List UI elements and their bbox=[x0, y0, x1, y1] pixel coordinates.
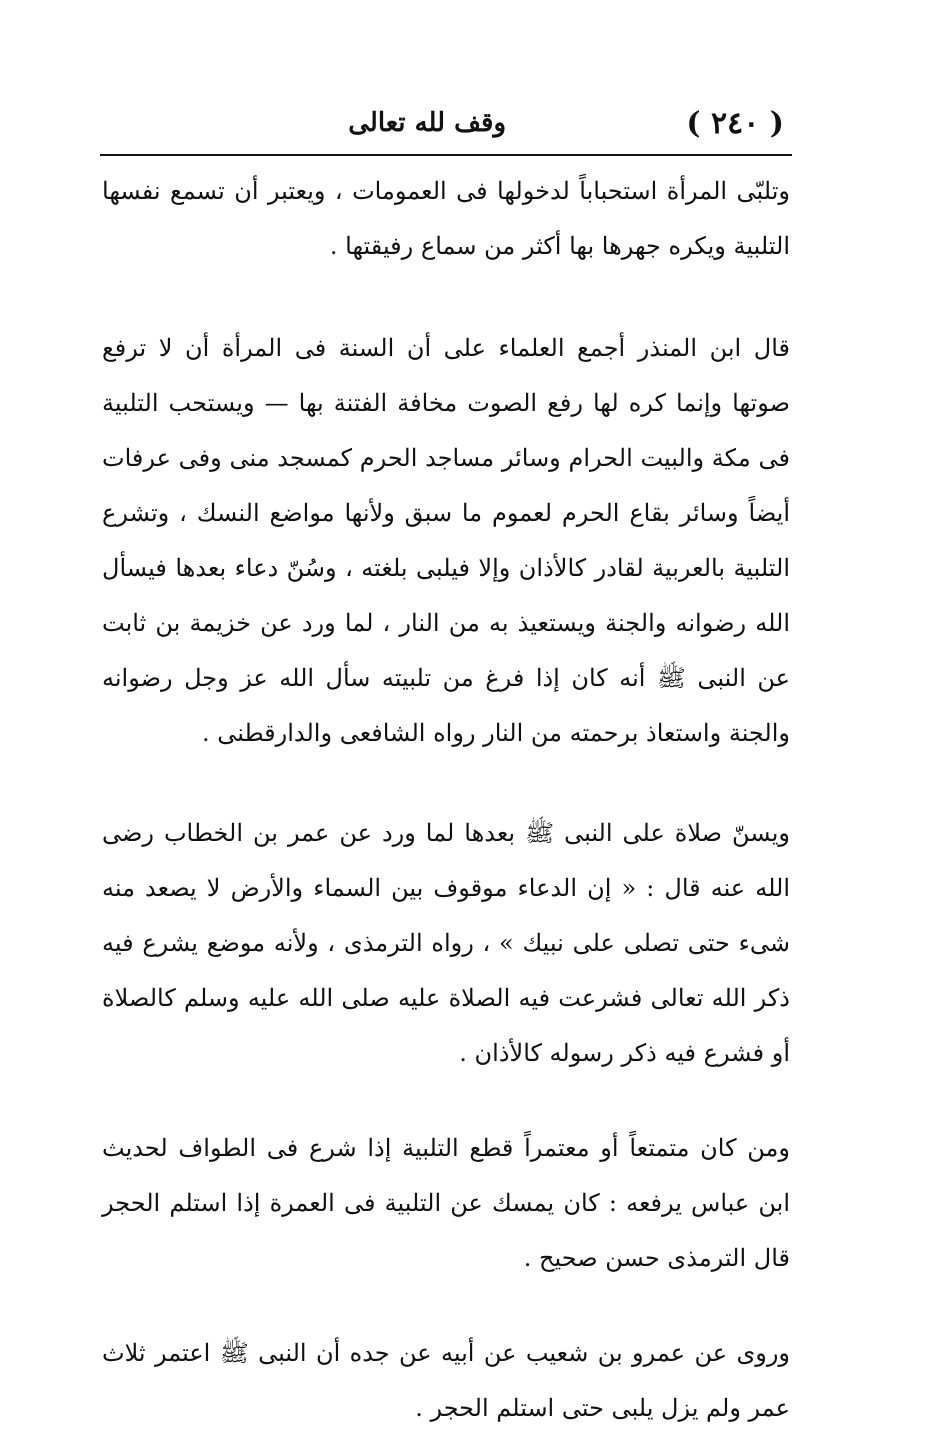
paragraph-5: وروى عن عمرو بن شعيب عن أبيه عن جده أن النبى ﷺ اعتمر ثلاث عمر ولم يزل يلبى حتى استلم الحجر . bbox=[102, 1339, 790, 1422]
paragraph-1: وتلبّى المرأة استحباباً لدخولها فى العمومات ، ويعتبر أن تسمع نفسها التلبية ويكره جهرها بها أكثر من سماع رفيقتها . bbox=[102, 177, 790, 260]
header-rule bbox=[100, 154, 792, 156]
body-text bbox=[102, 160, 790, 1436]
page-header bbox=[100, 98, 792, 154]
running-title: وقف لله تعالى bbox=[348, 108, 506, 138]
paragraph-4: ومن كان متمتعاً أو معتمراً قطع التلبية إذا شرع فى الطواف لحديث ابن عباس يرفعه : كان يمسك عن التلبية فى العمرة إذا استلم الحجر قال الترمذى حسن صحيح . bbox=[102, 1134, 790, 1272]
paragraph-2: قال ابن المنذر أجمع العلماء على أن السنة فى المرأة أن لا ترفع صوتها وإنما كره لها رفع الصوت مخافة الفتنة بها — ويستحب التلبية فى مكة والبيت الحرام وسائر مساجد الحرم كمسجد منى وفى عرفات أيضاً وسائر بقاع الحرم لعموم ما سبق ولأنها مواضع النسك ، وتشرع التلبية بالعربية لقادر كالأذان وإلا فيلبى بلغته ، وسُنّ دعاء بعدها فيسأل الله رضوانه والجنة ويستعيذ به من النار ، لما ورد عن خزيمة بن ثابت عن النبى ﷺ أنه كان إذا فرغ من تلبيته سأل الله عز وجل رضوانه والجنة واستعاذ برحمته من النار رواه الشافعى والدارقطنى . bbox=[102, 334, 790, 747]
page-number: ( ٢٤٠ ) bbox=[686, 106, 784, 141]
paragraph-3: ويسنّ صلاة على النبى ﷺ بعدها لما ورد عن عمر بن الخطاب رضى الله عنه قال : « إن الدعاء موقوف بين السماء والأرض لا يصعد منه شىء حتى تصلى على نبيك » ، رواه الترمذى ، ولأنه موضع يشرع فيه ذكر الله تعالى فشرعت فيه الصلاة عليه صلى الله عليه وسلم كالصلاة أو فشرع فيه ذكر رسوله كالأذان . bbox=[102, 819, 790, 1067]
